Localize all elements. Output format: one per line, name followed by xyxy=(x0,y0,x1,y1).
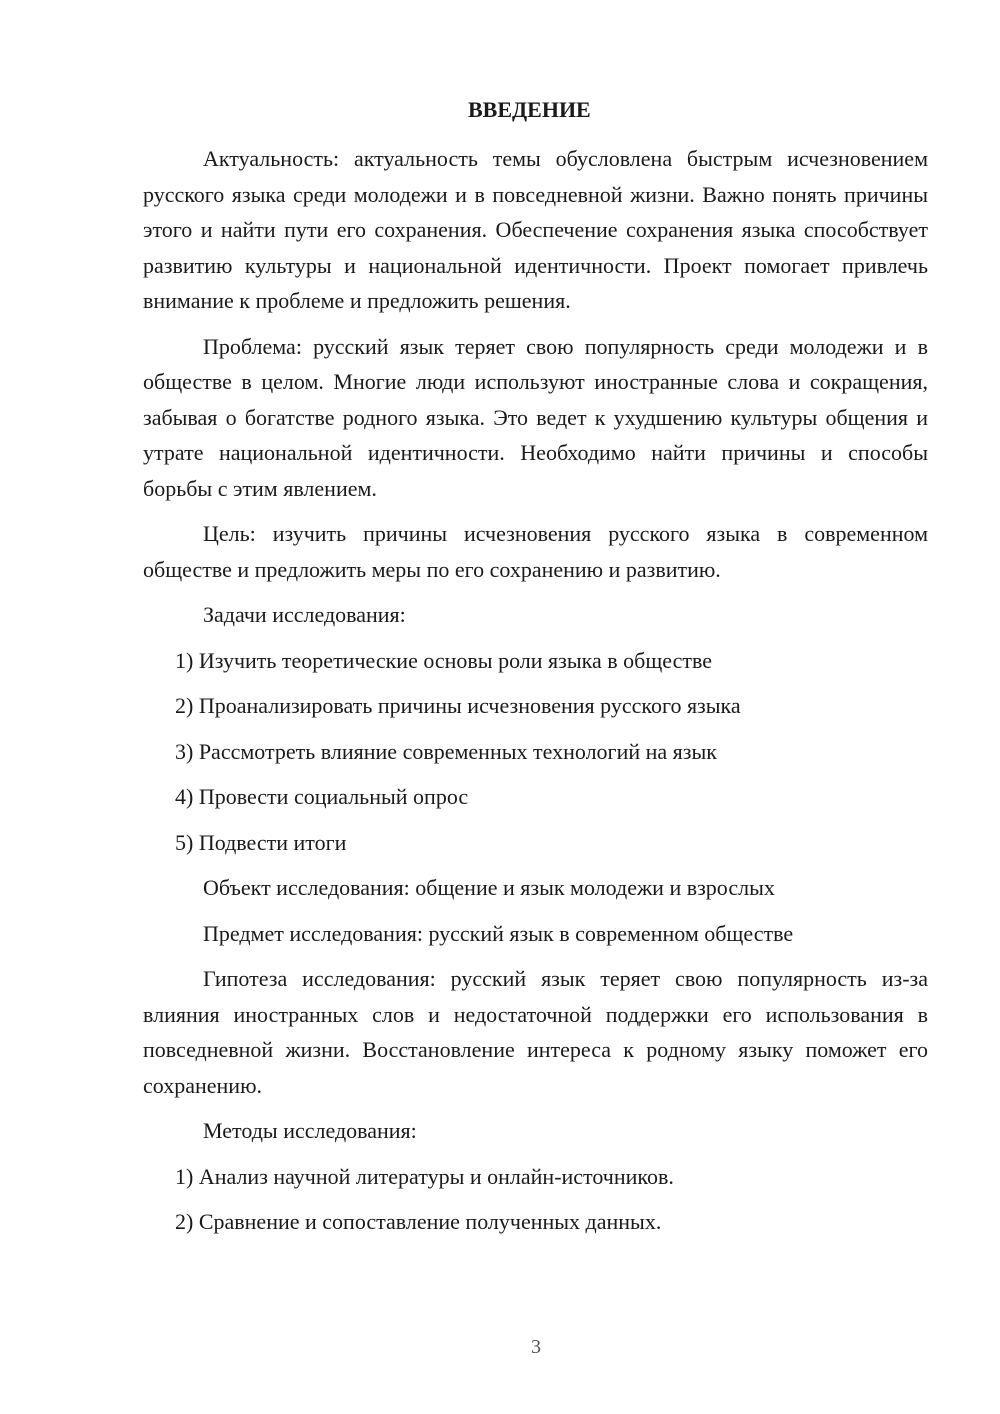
page-number: 3 xyxy=(531,1336,541,1358)
method-item: 1) Анализ научной литературы и онлайн-источников. xyxy=(175,1163,674,1189)
paragraph-subject: Предмет исследования: русский язык в современном обществе xyxy=(203,920,794,946)
tasks-heading: Задачи исследования: xyxy=(203,602,406,627)
paragraph-relevance: Актуальность: актуальность темы обусловлена быстрым исчезновением русского языка среди молодежи и в повседневной жизни. Важно понять причины этого и найти пути его сохранения. Обеспечение сохранения языка способствует развитию культуры и национальной идентичности. Проект помогает привлечь внимание к проблеме и предложить решения. xyxy=(143,146,928,313)
task-item: 5) Подвести итоги xyxy=(175,829,347,855)
methods-heading: Методы исследования: xyxy=(203,1118,417,1143)
task-item: 3) Рассмотреть влияние современных технологий на язык xyxy=(175,738,717,764)
paragraph-hypothesis: Гипотеза исследования: русский язык теряет свою популярность из-за влияния иностранных слов и недостаточной поддержки его использования в повседневной жизни. Восстановление интереса к родному языку поможет его сохранению. xyxy=(143,966,928,1098)
task-item: 2) Проанализировать причины исчезновения русского языка xyxy=(175,693,741,718)
task-item: 4) Провести социальный опрос xyxy=(175,784,469,809)
task-item: 1) Изучить теоретические основы роли языка в обществе xyxy=(175,647,712,673)
method-item: 2) Сравнение и сопоставление полученных данных. xyxy=(175,1209,662,1234)
paragraph-goal: Цель: изучить причины исчезновения русского языка в современном обществе и предложить меры по его сохранению и развитию. xyxy=(143,521,928,582)
page-title: ВВЕДЕНИЕ xyxy=(468,97,591,122)
document-body xyxy=(143,141,928,1240)
paragraph-object: Объект исследования: общение и язык молодежи и взрослых xyxy=(203,875,775,900)
paragraph-problem: Проблема: русский язык теряет свою популярность среди молодежи и в обществе в целом. Многие люди используют иностранные слова и сокращения, забывая о богатстве родного языка. Это ведет к ухудшению культуры общения и утрате национальной идентичности. Необходимо найти причины и способы борьбы с этим явлением. xyxy=(143,333,928,501)
